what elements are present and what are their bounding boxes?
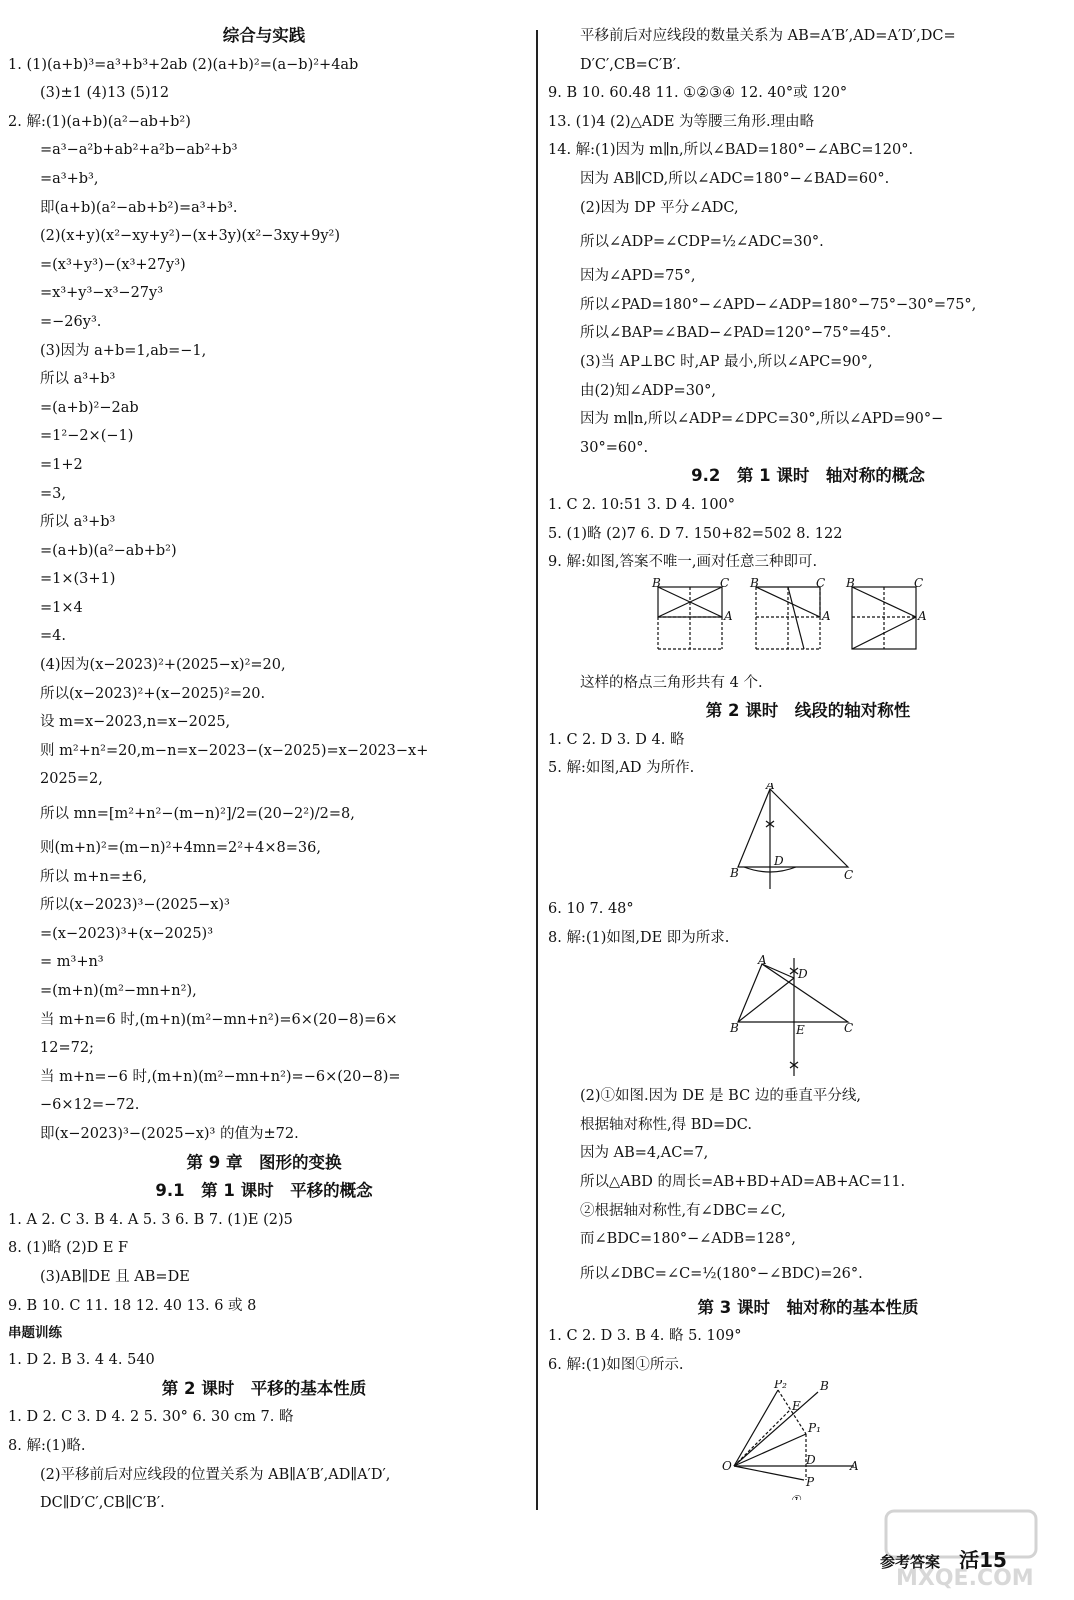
answer-line: 即(x−2023)³−(2025−x)³ 的值为±72. — [40, 1125, 299, 1142]
answer-line: 设 m=x−2023,n=x−2025, — [40, 714, 231, 731]
answer-line: 9. B 10. C 11. 18 12. 40 13. 6 或 8 — [8, 1297, 257, 1314]
answer-line: 即(a+b)(a²−ab+b²)=a³+b³. — [40, 199, 238, 216]
answer-lines — [548, 491, 1068, 577]
answer-line: =(m+n)(m²−mn+n²), — [40, 983, 197, 999]
answer-line: 根据轴对称性,得 BD=DC. — [580, 1116, 752, 1133]
answer-lines — [548, 895, 1068, 952]
answer-line: 1. C 2. D 3. B 4. 略 5. 109° — [548, 1328, 742, 1345]
answer-line: 5. (1)略 (2)7 6. D 7. 150+82=502 8. 122 — [548, 525, 843, 542]
answer-line: 所以△ABD 的周长=AB+BD+AD=AB+AC=11. — [580, 1174, 906, 1191]
answer-line: =(a+b)²−2ab — [40, 399, 139, 416]
answer-line: 1. C 2. D 3. D 4. 略 — [548, 731, 685, 748]
svg-text:P₁: P₁ — [808, 1420, 821, 1435]
answer-line: 因为 AB=4,AC=7, — [580, 1145, 709, 1162]
answer-line: 8. 解:(1)略. — [8, 1437, 86, 1454]
right-column — [548, 22, 1068, 1500]
answer-line: (2)(x+y)(x²−xy+y²)−(x+3y)(x²−3xy+9y²) — [40, 228, 340, 245]
answer-line: (3)当 AP⊥BC 时,AP 最小,所以∠APC=90°, — [580, 353, 873, 370]
perpendicular-bisector-figure — [548, 952, 1068, 1082]
svg-text:A: A — [724, 608, 733, 623]
answer-line: =1+2 — [40, 456, 83, 473]
answer-line: 所以(x−2023)³−(2025−x)³ — [40, 897, 230, 914]
svg-text:O: O — [722, 1458, 732, 1473]
svg-text:B: B — [730, 866, 739, 881]
svg-text:D: D — [798, 967, 808, 982]
answer-line: 因为 AB∥CD,所以∠ADC=180°−∠BAD=60°. — [580, 170, 890, 187]
figure-caption: ① — [790, 1492, 801, 1500]
answer-line: 所以 mn=[m²+n²−(m−n)²]/2=(20−2²)/2=8, — [40, 806, 355, 823]
answer-line: 8. (1)略 (2)D E F — [8, 1240, 129, 1257]
figure-note: 这样的格点三角形共有 4 个. — [580, 674, 763, 691]
answer-line: 所以∠BAP=∠BAD−∠PAD=120°−75°=45°. — [580, 325, 892, 342]
answer-line: (4)因为(x−2023)²+(2025−x)²=20, — [40, 657, 286, 674]
svg-text:A: A — [766, 783, 775, 793]
answer-line: 因为∠APD=75°, — [580, 268, 696, 285]
svg-text:B: B — [846, 576, 855, 590]
left-answer-lines — [8, 51, 520, 1149]
page-number: 活15 — [959, 1548, 1007, 1572]
svg-text:A: A — [822, 608, 831, 623]
answer-lines — [8, 1346, 520, 1375]
right-answer-lines — [548, 22, 1068, 462]
answer-line: 所以∠DBC=∠C=½(180°−∠BDC)=26°. — [580, 1265, 863, 1282]
answer-line: (3)AB∥DE 且 AB=DE — [40, 1268, 190, 1285]
svg-text:B: B — [730, 1021, 739, 1036]
answer-line: =(x³+y³)−(x³+27y³) — [40, 256, 186, 273]
lesson-title-9-2-2: 第 2 课时 线段的轴对称性 — [705, 701, 911, 721]
answer-line: 而∠BDC=180°−∠ADB=128°, — [580, 1231, 796, 1248]
answer-line: 因为 m∥n,所以∠ADP=∠DPC=30°,所以∠APD=90°− — [580, 411, 944, 428]
answer-line: 1. (1)(a+b)³=a³+b³+2ab (2)(a+b)²=(a−b)²+4ab — [8, 56, 359, 73]
lesson-title-9-2-3: 第 3 课时 轴对称的基本性质 — [697, 1297, 919, 1317]
answer-line: (3)因为 a+b=1,ab=−1, — [40, 342, 207, 359]
answer-line: 1. D 2. C 3. D 4. 2 5. 30° 6. 30 cm 7. 略 — [8, 1409, 294, 1426]
answer-line: 6. 10 7. 48° — [548, 901, 634, 918]
lesson-title-9-1-2: 第 2 课时 平移的基本性质 — [161, 1378, 367, 1398]
answer-line: =(a+b)(a²−ab+b²) — [40, 542, 177, 559]
answer-line: =a³−a²b+ab²+a²b−ab²+b³ — [40, 142, 238, 159]
answer-line: 当 m+n=6 时,(m+n)(m²−mn+n²)=6×(20−8)=6× — [40, 1011, 398, 1028]
answer-line: 30°=60°. — [580, 439, 649, 456]
answer-line: 所以∠ADP=∠CDP=½∠ADC=30°. — [580, 234, 824, 251]
answer-line: 14. 解:(1)因为 m∥n,所以∠BAD=180°−∠ABC=120°. — [548, 142, 914, 159]
svg-text:P₂: P₂ — [774, 1379, 787, 1391]
answer-line: 所以 a³+b³ — [40, 514, 116, 531]
answer-lines — [548, 1322, 1068, 1379]
answer-lines — [548, 1082, 1068, 1294]
answer-line: 则(m+n)²=(m−n)²+4mn=2²+4×8=36, — [40, 840, 321, 857]
answer-line: 1. D 2. B 3. 4 4. 540 — [8, 1352, 155, 1369]
section-title: 综合与实践 — [222, 26, 306, 45]
svg-text:B: B — [820, 1379, 829, 1393]
answer-line: 8. 解:(1)如图,DE 即为所求. — [548, 929, 730, 946]
chapter-title: 第 9 章 图形的变换 — [186, 1152, 342, 1172]
answer-line: =1×(3+1) — [40, 571, 116, 588]
answer-line: 所以∠PAD=180°−∠APD−∠ADP=180°−75°−30°=75°, — [580, 296, 977, 313]
answer-line: =1²−2×(−1) — [40, 428, 134, 445]
answer-line: 当 m+n=−6 时,(m+n)(m²−mn+n²)=−6×(20−8)= — [40, 1068, 401, 1085]
answer-line: 所以 a³+b³ — [40, 371, 116, 388]
lesson-title-9-1-1: 9.1 第 1 课时 平移的概念 — [155, 1181, 373, 1201]
svg-text:A: A — [850, 1458, 859, 1473]
answer-line: =1×4 — [40, 599, 83, 616]
answer-line: ②根据轴对称性,有∠DBC=∠C, — [580, 1202, 786, 1219]
svg-text:D: D — [806, 1452, 816, 1467]
answer-line: 所以 m+n=±6, — [40, 868, 147, 885]
answer-line: −6×12=−72. — [40, 1097, 140, 1114]
svg-text:A: A — [758, 953, 767, 968]
answer-line: D′C′,CB=C′B′. — [580, 56, 681, 73]
answer-line: 5. 解:如图,AD 为所作. — [548, 760, 695, 777]
answer-lines — [8, 1403, 520, 1517]
answer-line: 13. (1)4 (2)△ADE 为等腰三角形.理由略 — [548, 113, 815, 130]
answer-line: (3)±1 (4)13 (5)12 — [40, 85, 170, 102]
subsection-title: 串题训练 — [8, 1325, 62, 1342]
svg-text:A: A — [918, 608, 927, 623]
triangle-perpendicular-figure — [548, 783, 1068, 895]
answer-line: DC∥D′C′,CB∥C′B′. — [40, 1495, 165, 1512]
svg-text:B: B — [652, 576, 661, 590]
column-divider — [536, 30, 538, 1510]
answer-line: =a³+b³, — [40, 170, 99, 187]
answer-line: =(x−2023)³+(x−2025)³ — [40, 925, 214, 942]
answer-line: (2)平移前后对应线段的位置关系为 AB∥A′B′,AD∥A′D′, — [40, 1466, 391, 1483]
answer-lines — [548, 726, 1068, 783]
svg-text:D: D — [774, 854, 784, 869]
answer-line: 12=72; — [40, 1040, 94, 1057]
svg-text:B: B — [750, 576, 759, 590]
svg-text:C: C — [816, 576, 826, 590]
answer-line: 1. A 2. C 3. B 4. A 5. 3 6. B 7. (1)E (2)5 — [8, 1211, 293, 1228]
answer-line: (2)因为 DP 平分∠ADC, — [580, 199, 739, 216]
svg-text:E: E — [792, 1398, 801, 1413]
answer-line: =3, — [40, 485, 66, 502]
left-column — [8, 22, 520, 1518]
lesson-title-9-2-1: 9.2 第 1 课时 轴对称的概念 — [691, 466, 925, 486]
page-footer — [880, 1544, 1007, 1573]
angle-reflection-figure — [548, 1380, 1068, 1500]
svg-text:C: C — [844, 1021, 854, 1036]
grid-triangles-figure — [548, 577, 1068, 669]
answer-line: 2025=2, — [40, 771, 103, 788]
answer-line: 9. B 10. 60.48 11. ①②③④ 12. 40°或 120° — [548, 85, 848, 102]
answer-line: 2. 解:(1)(a+b)(a²−ab+b²) — [8, 113, 191, 130]
svg-text:P: P — [806, 1474, 815, 1489]
answer-line: = m³+n³ — [40, 954, 104, 971]
svg-text:C: C — [844, 868, 854, 883]
footer-label: 参考答案 — [880, 1553, 941, 1571]
answer-line: 9. 解:如图,答案不唯一,画对任意三种即可. — [548, 554, 818, 571]
answer-line: 由(2)知∠ADP=30°, — [580, 382, 717, 399]
answer-line: =x³+y³−x³−27y³ — [40, 285, 164, 302]
svg-text:E: E — [796, 1023, 805, 1038]
answer-line: 平移前后对应线段的数量关系为 AB=A′B′,AD=A′D′,DC= — [580, 28, 956, 44]
svg-text:C: C — [720, 576, 730, 590]
svg-text:C: C — [914, 576, 924, 590]
answer-line: 则 m²+n²=20,m−n=x−2023−(x−2025)=x−2023−x+ — [40, 742, 429, 759]
answer-line: =−26y³. — [40, 313, 102, 330]
answer-lines — [8, 1206, 520, 1320]
answer-line: (2)①如图.因为 DE 是 BC 边的垂直平分线, — [580, 1088, 861, 1105]
answer-line: 1. C 2. 10:51 3. D 4. 100° — [548, 496, 736, 513]
svg-text:MXQE.COM: MXQE.COM — [896, 1566, 1034, 1591]
answer-line: 6. 解:(1)如图①所示. — [548, 1357, 684, 1373]
answer-line: 所以(x−2023)²+(x−2025)²=20. — [40, 685, 266, 702]
answer-line: =4. — [40, 628, 66, 645]
